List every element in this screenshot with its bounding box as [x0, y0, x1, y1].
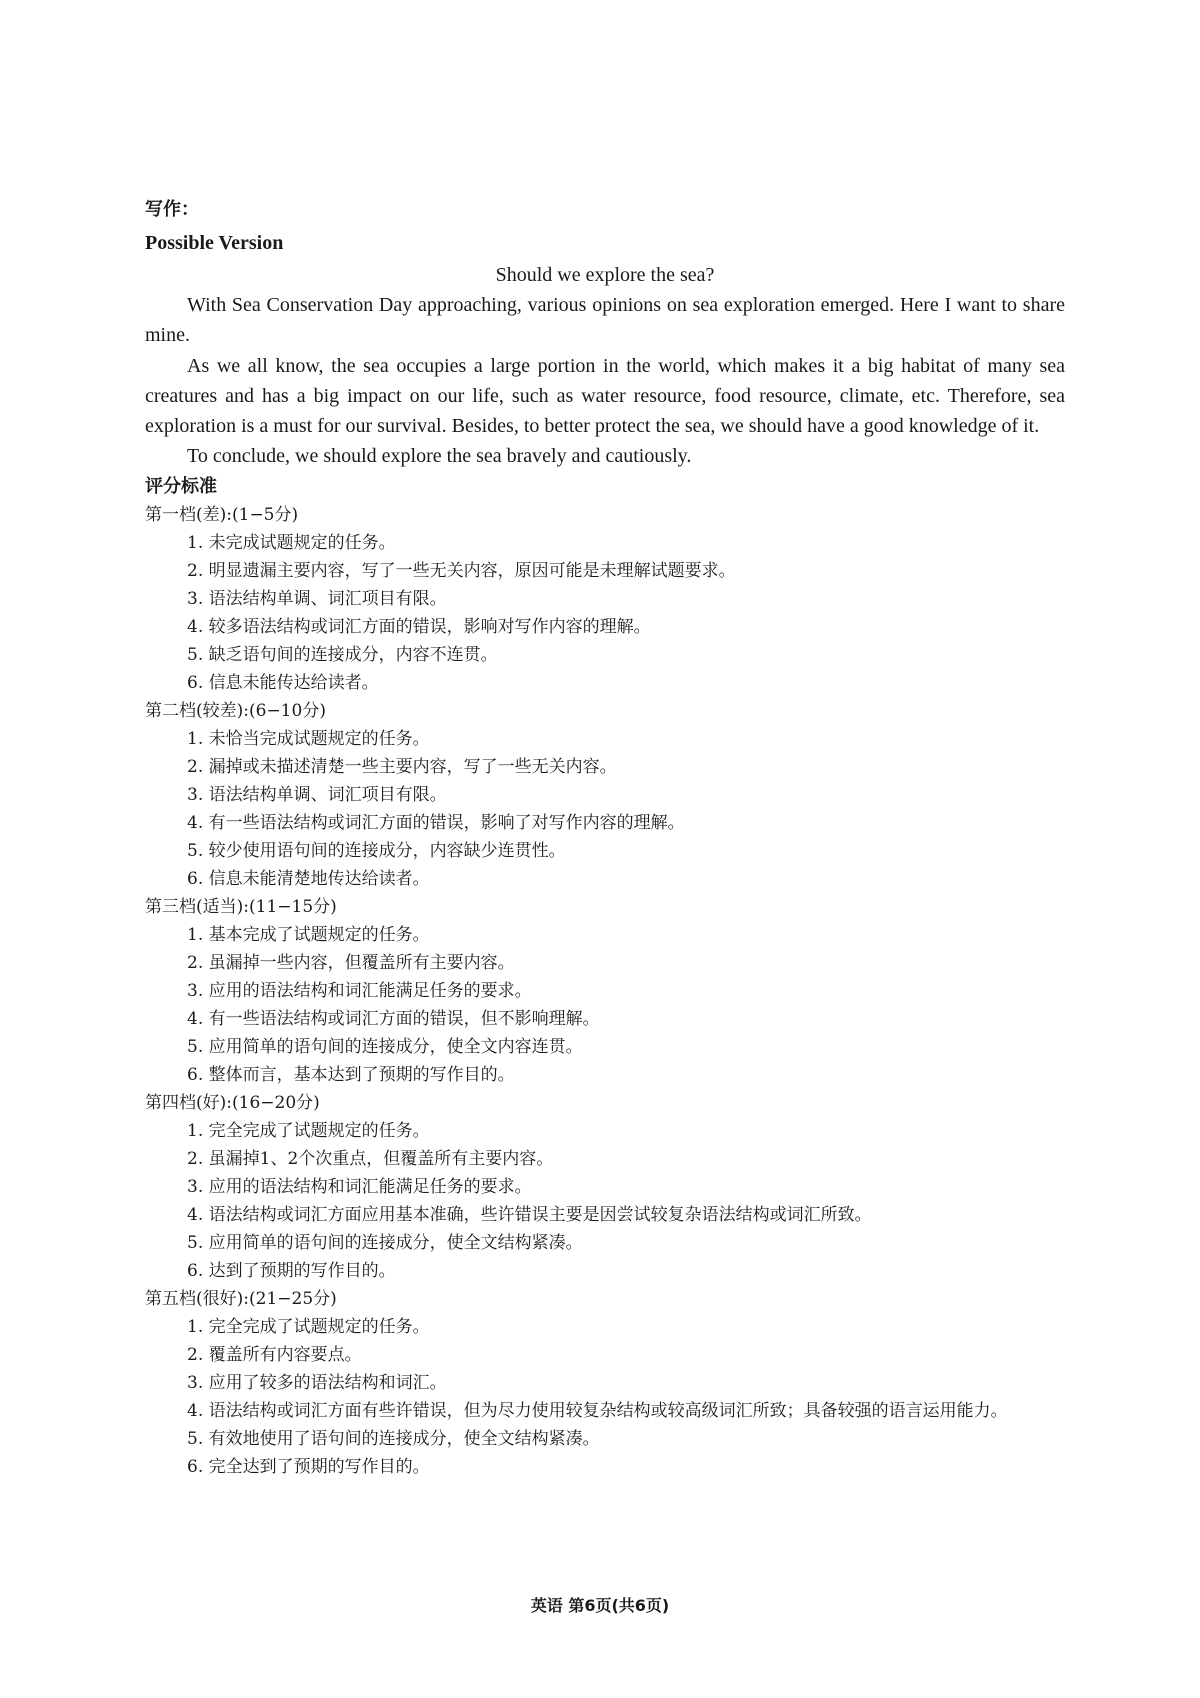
criteria-item: 3. 应用的语法结构和词汇能满足任务的要求。: [187, 980, 532, 1001]
level-title: 第一档(差):(1−5分): [145, 504, 299, 525]
level-block: [145, 697, 1065, 893]
criteria-item: 4. 语法结构或词汇方面有些许错误，但为尽力使用较复杂结构或较高级词汇所致；具备较强的语言运用能力。: [187, 1400, 1008, 1421]
criteria-item: 3. 语法结构单调、词汇项目有限。: [187, 784, 447, 805]
criteria-item: 3. 应用了较多的语法结构和词汇。: [187, 1372, 447, 1393]
criteria-heading: 评分标准: [145, 475, 217, 497]
criteria-item: 5. 应用简单的语句间的连接成分，使全文结构紧凑。: [187, 1232, 583, 1253]
criteria-item: 2. 覆盖所有内容要点。: [187, 1344, 362, 1365]
level-title: 第五档(很好):(21−25分): [145, 1288, 337, 1309]
document-body: [145, 196, 1065, 1481]
level-title: 第三档(适当):(11−15分): [145, 896, 337, 917]
essay-paragraph: To conclude, we should explore the sea bravely and cautiously.: [187, 445, 692, 468]
criteria-item: 1. 未完成试题规定的任务。: [187, 532, 396, 553]
criteria-item: 5. 缺乏语句间的连接成分，内容不连贯。: [187, 644, 498, 665]
essay-paragraph: With Sea Conservation Day approaching, various opinions on sea exploration emerged. Here I want to share mine.: [145, 294, 1065, 347]
criteria-item: 5. 有效地使用了语句间的连接成分，使全文结构紧凑。: [187, 1428, 600, 1449]
criteria-item: 4. 有一些语法结构或词汇方面的错误，影响了对写作内容的理解。: [187, 812, 685, 833]
criteria-item: 5. 较少使用语句间的连接成分，内容缺少连贯性。: [187, 840, 566, 861]
level-block: [145, 501, 1065, 697]
criteria-item: 6. 完全达到了预期的写作目的。: [187, 1456, 430, 1477]
level-block: [145, 893, 1065, 1089]
criteria-item: 4. 较多语法结构或词汇方面的错误，影响对写作内容的理解。: [187, 616, 651, 637]
criteria-item: 1. 完全完成了试题规定的任务。: [187, 1316, 430, 1337]
essay-title: Should we explore the sea?: [495, 264, 715, 286]
level-block: [145, 1285, 1065, 1481]
essay-paragraph: As we all know, the sea occupies a large portion in the world, which makes it a big habitat of many sea creatures and has a big impact on our life, such as water resource, food resource, climate, etc. Therefore, sea exploration is a must for our survival. Besides, to better protect the sea, we should have a good knowledge of it.: [145, 354, 1065, 438]
criteria-item: 6. 达到了预期的写作目的。: [187, 1260, 396, 1281]
level-title: 第二档(较差):(6−10分): [145, 700, 326, 721]
criteria-item: 4. 语法结构或词汇方面应用基本准确，些许错误主要是因尝试较复杂语法结构或词汇所致。: [187, 1204, 872, 1225]
criteria-item: 2. 明显遗漏主要内容，写了一些无关内容，原因可能是未理解试题要求。: [187, 560, 736, 581]
criteria-item: 4. 有一些语法结构或词汇方面的错误，但不影响理解。: [187, 1008, 600, 1029]
criteria-item: 2. 虽漏掉一些内容，但覆盖所有主要内容。: [187, 952, 515, 973]
criteria-item: 3. 应用的语法结构和词汇能满足任务的要求。: [187, 1176, 532, 1197]
criteria-item: 1. 未恰当完成试题规定的任务。: [187, 728, 430, 749]
criteria-item: 2. 漏掉或未描述清楚一些主要内容，写了一些无关内容。: [187, 756, 617, 777]
possible-version-label: Possible Version: [145, 232, 284, 254]
criteria-item: 1. 完全完成了试题规定的任务。: [187, 1120, 430, 1141]
level-block: [145, 1089, 1065, 1285]
criteria-item: 2. 虽漏掉1、2个次重点，但覆盖所有主要内容。: [187, 1148, 554, 1169]
criteria-item: 3. 语法结构单调、词汇项目有限。: [187, 588, 447, 609]
criteria-item: 5. 应用简单的语句间的连接成分，使全文内容连贯。: [187, 1036, 583, 1057]
section-label: 写作：: [145, 199, 199, 220]
level-title: 第四档(好):(16−20分): [145, 1092, 320, 1113]
criteria-item: 6. 信息未能清楚地传达给读者。: [187, 868, 430, 889]
page-footer: 英语 第6页(共6页): [530, 1596, 670, 1615]
criteria-item: 6. 信息未能传达给读者。: [187, 672, 379, 693]
criteria-item: 6. 整体而言，基本达到了预期的写作目的。: [187, 1064, 515, 1085]
criteria-item: 1. 基本完成了试题规定的任务。: [187, 924, 430, 945]
